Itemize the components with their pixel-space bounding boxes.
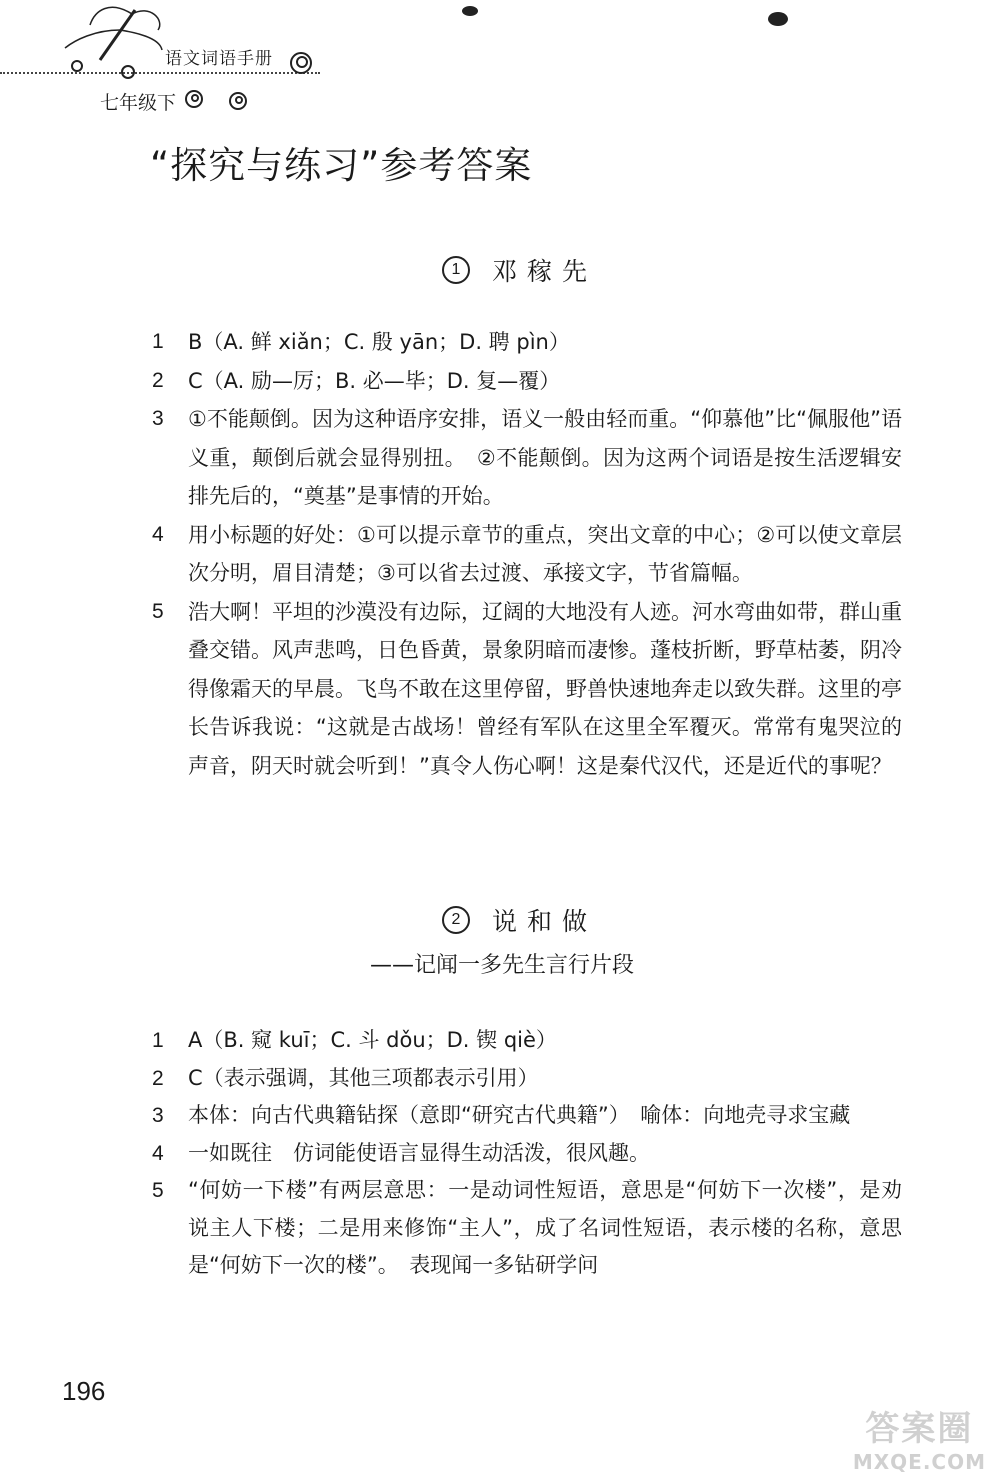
ink-dot-icon (766, 10, 790, 28)
item-number: 5 (152, 1179, 164, 1202)
list-item (152, 1022, 902, 1060)
watermark-logo-text: 答案圈 (865, 1409, 974, 1449)
spiral-icon (227, 90, 249, 112)
item-number: 2 (152, 1066, 164, 1090)
section-2-heading (442, 902, 597, 938)
section-title: 说和做 (492, 907, 598, 936)
item-number: 1 (152, 330, 164, 353)
section-number: 1 (442, 256, 470, 284)
item-text: C（A. 励—厉；B. 必—毕；D. 复—覆） (188, 368, 561, 393)
dragonfly-ornament (40, 0, 170, 80)
item-text: 本体：向古代典籍钻探（意即“研究古代典籍”） 喻体：向地壳寻求宝藏 (188, 1103, 851, 1127)
item-number: 3 (152, 1104, 164, 1127)
list-item (152, 516, 902, 593)
item-text: A（B. 窥 kuī；C. 斗 dǒu；D. 锲 qiè） (188, 1028, 557, 1052)
list-item (152, 1172, 902, 1285)
section-number: 2 (442, 906, 470, 934)
list-item (152, 362, 902, 401)
item-number: 2 (152, 368, 164, 392)
watermark (853, 1401, 986, 1474)
item-text: “何妨一下楼”有两层意思：一是动词性短语，意思是“何妨下一次楼”，是劝说主人下楼；二是用来修饰“主人”，成了名词性短语，表示楼的名称，意思是“何妨下一次的楼”。 表现闻一多钻研学问 (188, 1178, 902, 1277)
dotted-divider (0, 72, 320, 74)
item-text: 一如既往 仿词能使语言显得生动活泼，很风趣。 (188, 1140, 650, 1165)
spiral-icon (120, 64, 136, 80)
section-1-answers (152, 323, 902, 785)
list-item (152, 400, 902, 516)
item-number: 5 (152, 599, 164, 623)
item-text: ①不能颠倒。因为这种语序安排，语义一般由轻而重。“仰慕他”比“佩服他”语义重，颠倒后就会显得别扭。 ②不能颠倒。因为这两个词语是按生活逻辑安排先后的，“奠基”是事情的开始。 (188, 407, 902, 508)
item-number: 1 (152, 1029, 164, 1052)
item-number: 3 (152, 407, 164, 430)
item-number: 4 (152, 1141, 164, 1165)
list-item (152, 1135, 902, 1173)
list-item (152, 323, 902, 362)
spiral-icon (183, 88, 205, 110)
page-title: “探究与练习”参考答案 (150, 144, 533, 187)
book-title: 语文词语手册 (165, 49, 273, 69)
watermark-url: MXQE.COM (852, 1450, 986, 1474)
list-item (152, 593, 902, 786)
section-1-heading (442, 252, 597, 288)
ink-dot-icon (460, 4, 480, 18)
page-number: 196 (62, 1376, 106, 1406)
item-text: B（A. 鲜 xiǎn；C. 殷 yān；D. 聘 pìn） (188, 330, 570, 354)
item-text: 浩大啊！平坦的沙漠没有边际，辽阔的大地没有人迹。河水弯曲如带，群山重叠交错。风声悲鸣，日色昏黄，景象阴暗而凄惨。蓬枝折断，野草枯萎，阴冷得像霜天的早晨。飞鸟不敢在这里停留，野兽快速地奔走以致失群。这里的亭长告诉我说：“这就是古战场！曾经有军队在这里全军覆灭。常常有鬼哭泣的声音，阴天时就会听到！”真令人伤心啊！这是秦代汉代，还是近代的事呢？ (188, 599, 902, 778)
spiral-icon (288, 50, 314, 76)
section-title: 邓稼先 (492, 257, 598, 286)
item-text: C（表示强调，其他三项都表示引用） (188, 1065, 539, 1090)
list-item (152, 1097, 902, 1135)
item-text: 用小标题的好处：①可以提示章节的重点，突出文章的中心；②可以使文章层次分明，眉目清楚；③可以省去过渡、承接文字，节省篇幅。 (188, 522, 902, 585)
section-subtitle: ——记闻一多先生言行片段 (370, 953, 635, 978)
section-2-answers (152, 1022, 902, 1285)
item-number: 4 (152, 522, 164, 546)
grade-label: 七年级下 (100, 92, 177, 114)
list-item (152, 1060, 902, 1098)
